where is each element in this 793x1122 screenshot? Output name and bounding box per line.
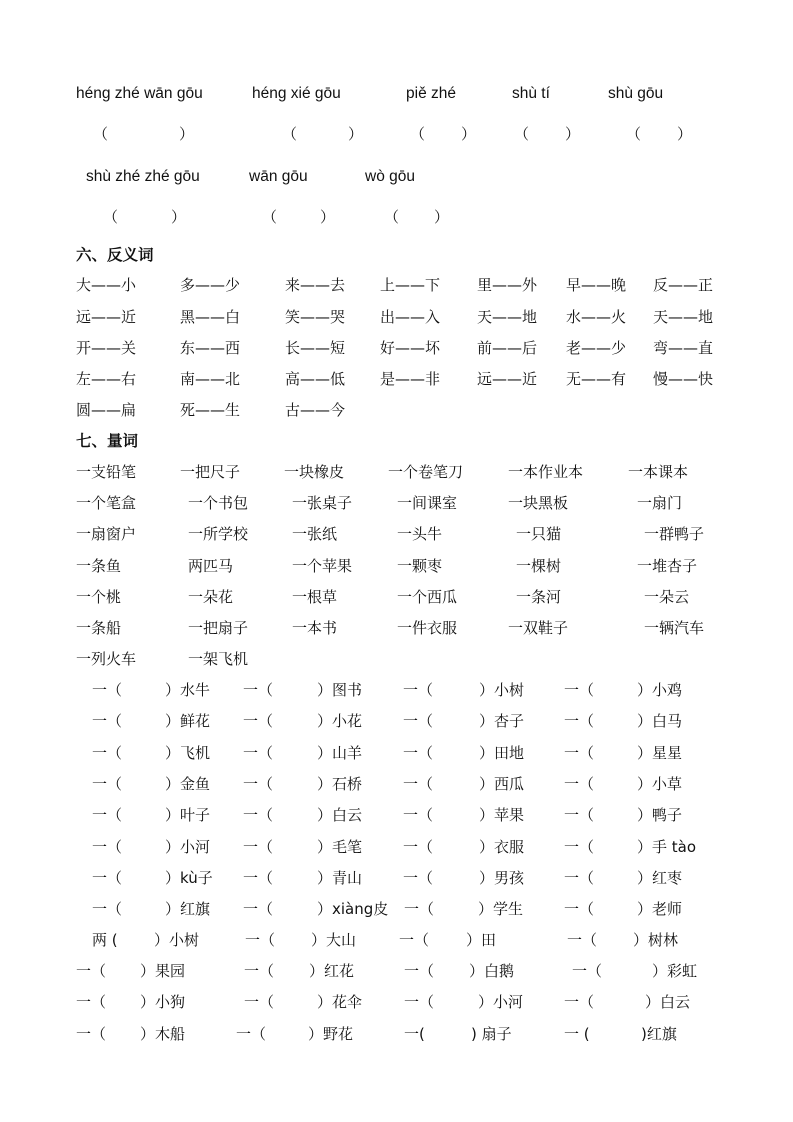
text-item: ）小花 xyxy=(317,712,363,730)
section-heading: 七、量词 xyxy=(76,432,139,450)
text-item: ）苹果 xyxy=(479,806,525,824)
text-item: 一 ( xyxy=(564,1025,590,1043)
text-item: ）小狗 xyxy=(140,993,186,1011)
text-item: 一间课室 xyxy=(397,494,458,512)
text-item: 一（ xyxy=(243,712,274,730)
text-item: 一（ xyxy=(403,838,434,856)
text-item: 一（ xyxy=(243,838,274,856)
text-item: 一个西瓜 xyxy=(397,588,458,606)
text-item: 一（ xyxy=(564,838,595,856)
text-item: （ xyxy=(514,125,530,143)
text-item: )红旗 xyxy=(641,1025,677,1043)
text-item: ）小鸡 xyxy=(637,681,683,699)
text-item: 一（ xyxy=(244,993,275,1011)
measure-row xyxy=(0,491,793,515)
stroke-pinyin: héng xié gōu xyxy=(252,85,341,102)
text-item: ）彩虹 xyxy=(652,962,698,980)
text-item: 天——地 xyxy=(477,308,538,326)
text-item: 大——小 xyxy=(76,276,137,294)
stroke-blank-row xyxy=(0,122,793,146)
text-item: 一（ xyxy=(572,962,603,980)
fill-blank-row xyxy=(0,678,793,702)
text-item: 一（ xyxy=(76,962,107,980)
fill-blank-row xyxy=(0,866,793,890)
text-item: 一（ xyxy=(243,681,274,699)
text-item: （ xyxy=(282,125,298,143)
text-item: ）老师 xyxy=(637,900,683,918)
text-item: （ xyxy=(626,125,642,143)
text-item: 一架飞机 xyxy=(188,650,249,668)
text-item: 一张纸 xyxy=(292,525,338,543)
text-item: 一（ xyxy=(404,962,435,980)
stroke-pinyin-row xyxy=(0,165,793,189)
text-item: ）图书 xyxy=(317,681,363,699)
text-item: 一（ xyxy=(243,775,274,793)
antonym-row xyxy=(0,305,793,329)
text-item: 一本课本 xyxy=(628,463,689,481)
text-item: 一（ xyxy=(243,869,274,887)
text-item: 一个书包 xyxy=(188,494,249,512)
measure-row xyxy=(0,647,793,671)
text-item: 一（ xyxy=(76,1025,107,1043)
text-item: 一（ xyxy=(403,712,434,730)
text-item: ）鸭子 xyxy=(637,806,683,824)
text-item: ）飞机 xyxy=(165,744,211,762)
text-item: 长——短 xyxy=(285,339,346,357)
text-item: 黑——白 xyxy=(180,308,241,326)
text-item: 一个笔盒 xyxy=(76,494,137,512)
text-item: ）小草 xyxy=(637,775,683,793)
text-item: 一（ xyxy=(92,900,123,918)
text-item: 多——少 xyxy=(180,276,241,294)
text-item: （ xyxy=(410,125,426,143)
text-item: ）杏子 xyxy=(479,712,525,730)
text-item: 一只猫 xyxy=(516,525,562,543)
text-item: ）红枣 xyxy=(637,869,683,887)
text-item: ） xyxy=(179,125,195,143)
text-item: 一支铅笔 xyxy=(76,463,137,481)
text-item: 一本作业本 xyxy=(508,463,584,481)
text-item: 一颗枣 xyxy=(397,557,443,575)
measure-row xyxy=(0,460,793,484)
text-item: 一（ xyxy=(403,806,434,824)
text-item: 一（ xyxy=(92,869,123,887)
antonym-row xyxy=(0,273,793,297)
stroke-pinyin: shù zhé zhé gōu xyxy=(86,168,200,185)
text-item: 早——晚 xyxy=(566,276,627,294)
text-item: 一堆杏子 xyxy=(637,557,698,575)
text-item: 一块橡皮 xyxy=(284,463,345,481)
text-item: 一个桃 xyxy=(76,588,122,606)
text-item: 一本书 xyxy=(292,619,338,637)
text-item: ）木船 xyxy=(140,1025,186,1043)
text-item: 一列火车 xyxy=(76,650,137,668)
text-item: ）学生 xyxy=(478,900,524,918)
text-item: 南——北 xyxy=(180,370,241,388)
text-item: ）田地 xyxy=(479,744,525,762)
text-item: 慢——快 xyxy=(653,370,714,388)
text-item: ）小河 xyxy=(478,993,524,1011)
fill-blank-row xyxy=(0,835,793,859)
text-item: 一（ xyxy=(92,838,123,856)
text-item: 一棵树 xyxy=(516,557,562,575)
text-item: ）花伞 xyxy=(317,993,363,1011)
text-item: 一（ xyxy=(92,775,123,793)
text-item: ）白鹅 xyxy=(469,962,515,980)
text-item: ）白云 xyxy=(645,993,691,1011)
text-item: 一（ xyxy=(92,744,123,762)
text-item: 圆——扁 xyxy=(76,401,137,419)
text-item: 一（ xyxy=(403,744,434,762)
text-item: 一朵花 xyxy=(188,588,234,606)
text-item: 一根草 xyxy=(292,588,338,606)
text-item: ）红旗 xyxy=(165,900,211,918)
stroke-pinyin: wò gōu xyxy=(365,168,415,185)
stroke-pinyin: wān gōu xyxy=(249,168,308,185)
text-item: ）毛笔 xyxy=(317,838,363,856)
text-item: 远——近 xyxy=(477,370,538,388)
text-item: 一（ xyxy=(403,775,434,793)
text-item: ）果园 xyxy=(140,962,186,980)
fill-blank-row xyxy=(0,741,793,765)
fill-blank-row xyxy=(0,709,793,733)
text-item: 一个卷笔刀 xyxy=(388,463,464,481)
text-item: 笑——哭 xyxy=(285,308,346,326)
text-item: 一张桌子 xyxy=(292,494,353,512)
text-item: ）星星 xyxy=(637,744,683,762)
fill-blank-row xyxy=(0,990,793,1014)
text-item: 一条鱼 xyxy=(76,557,122,575)
stroke-pinyin: piě zhé xyxy=(406,85,456,102)
text-item: 一（ xyxy=(564,993,595,1011)
text-item: ）小树 xyxy=(154,931,200,949)
text-item: 一（ xyxy=(564,744,595,762)
text-item: 东——西 xyxy=(180,339,241,357)
text-item: （ xyxy=(384,208,400,226)
antonym-row xyxy=(0,398,793,422)
text-item: ） xyxy=(565,125,581,143)
text-item: ）kù子 xyxy=(165,869,213,887)
text-item: 一（ xyxy=(92,806,123,824)
text-item: 一（ xyxy=(404,900,435,918)
text-item: 一（ xyxy=(564,900,595,918)
text-item: ） xyxy=(171,208,187,226)
fill-blank-row xyxy=(0,772,793,796)
text-item: 一条船 xyxy=(76,619,122,637)
text-item: 一（ xyxy=(403,869,434,887)
text-item: 上——下 xyxy=(380,276,441,294)
text-item: 一（ xyxy=(564,681,595,699)
section-heading: 六、反义词 xyxy=(76,246,154,264)
antonym-row xyxy=(0,336,793,360)
text-item: （ xyxy=(103,208,119,226)
text-item: 一条河 xyxy=(516,588,562,606)
text-item: 两匹马 xyxy=(188,557,234,575)
text-item: 两 ( xyxy=(92,931,118,949)
text-item: ）叶子 xyxy=(165,806,211,824)
text-item: 一把扇子 xyxy=(188,619,249,637)
text-item: ）金鱼 xyxy=(165,775,211,793)
text-item: 一( xyxy=(404,1025,425,1043)
text-item: ) 扇子 xyxy=(471,1025,512,1043)
stroke-blank-row xyxy=(0,205,793,229)
text-item: 死——生 xyxy=(180,401,241,419)
text-item: 好——坏 xyxy=(380,339,441,357)
text-item: 一（ xyxy=(244,962,275,980)
antonym-row xyxy=(0,367,793,391)
text-item: 一（ xyxy=(236,1025,267,1043)
text-item: 一朵云 xyxy=(644,588,690,606)
text-item: 是——非 xyxy=(380,370,441,388)
text-item: 一（ xyxy=(403,681,434,699)
text-item: 水——火 xyxy=(566,308,627,326)
text-item: 弯——直 xyxy=(653,339,714,357)
text-item: 一（ xyxy=(76,993,107,1011)
text-item: （ xyxy=(93,125,109,143)
text-item: 一（ xyxy=(564,869,595,887)
text-item: 远——近 xyxy=(76,308,137,326)
text-item: ）白马 xyxy=(637,712,683,730)
text-item: 一所学校 xyxy=(188,525,249,543)
text-item: ）衣服 xyxy=(479,838,525,856)
text-item: 一（ xyxy=(243,744,274,762)
text-item: ）石桥 xyxy=(317,775,363,793)
antonym-heading xyxy=(0,243,793,267)
text-item: 一群鸭子 xyxy=(644,525,705,543)
text-item: ） xyxy=(348,125,364,143)
text-item: 一（ xyxy=(92,681,123,699)
text-item: 一（ xyxy=(243,806,274,824)
text-item: 左——右 xyxy=(76,370,137,388)
fill-blank-row xyxy=(0,803,793,827)
text-item: ）大山 xyxy=(311,931,357,949)
text-item: ） xyxy=(461,125,477,143)
text-item: 一（ xyxy=(564,806,595,824)
measure-row xyxy=(0,616,793,640)
fill-blank-row xyxy=(0,928,793,952)
text-item: 一辆汽车 xyxy=(644,619,705,637)
text-item: 高——低 xyxy=(285,370,346,388)
text-item: 里——外 xyxy=(477,276,538,294)
text-item: ）田 xyxy=(466,931,497,949)
text-item: ）青山 xyxy=(317,869,363,887)
text-item: 一（ xyxy=(564,775,595,793)
text-item: 一（ xyxy=(243,900,274,918)
text-item: 一（ xyxy=(567,931,598,949)
text-item: ） xyxy=(434,208,450,226)
text-item: ）xiàng皮 xyxy=(317,900,389,918)
text-item: 一把尺子 xyxy=(180,463,241,481)
text-item: 无——有 xyxy=(566,370,627,388)
text-item: ）野花 xyxy=(308,1025,354,1043)
fill-blank-row xyxy=(0,959,793,983)
measure-row xyxy=(0,554,793,578)
text-item: 天——地 xyxy=(653,308,714,326)
text-item: ）鲜花 xyxy=(165,712,211,730)
text-item: ） xyxy=(677,125,693,143)
text-item: ）小河 xyxy=(165,838,211,856)
text-item: ）手 tào xyxy=(637,838,697,856)
text-item: 古——今 xyxy=(285,401,346,419)
measure-row xyxy=(0,522,793,546)
text-item: 老——少 xyxy=(566,339,627,357)
text-item: ）西瓜 xyxy=(479,775,525,793)
text-item: 一头牛 xyxy=(397,525,443,543)
text-item: ）红花 xyxy=(309,962,355,980)
text-item: 一（ xyxy=(245,931,276,949)
text-item: 开——关 xyxy=(76,339,137,357)
text-item: 一块黑板 xyxy=(508,494,569,512)
text-item: 一扇门 xyxy=(637,494,683,512)
stroke-pinyin: héng zhé wān gōu xyxy=(76,85,203,102)
text-item: 来——去 xyxy=(285,276,346,294)
text-item: 一扇窗户 xyxy=(76,525,137,543)
stroke-pinyin: shù tí xyxy=(512,85,550,102)
measure-row xyxy=(0,585,793,609)
text-item: 一（ xyxy=(92,712,123,730)
text-item: 一件衣服 xyxy=(397,619,458,637)
fill-blank-row xyxy=(0,897,793,921)
stroke-pinyin: shù gōu xyxy=(608,85,664,102)
text-item: （ xyxy=(262,208,278,226)
text-item: ） xyxy=(320,208,336,226)
text-item: ）男孩 xyxy=(479,869,525,887)
stroke-pinyin-row xyxy=(0,82,793,106)
text-item: ）树林 xyxy=(633,931,679,949)
text-item: 出——入 xyxy=(380,308,441,326)
text-item: ）小树 xyxy=(479,681,525,699)
text-item: 前——后 xyxy=(477,339,538,357)
text-item: 一（ xyxy=(564,712,595,730)
text-item: 一（ xyxy=(404,993,435,1011)
text-item: ）山羊 xyxy=(317,744,363,762)
measure-heading xyxy=(0,429,793,453)
fill-blank-row xyxy=(0,1022,793,1046)
text-item: 反——正 xyxy=(653,276,714,294)
text-item: ）水牛 xyxy=(165,681,211,699)
text-item: 一个苹果 xyxy=(292,557,353,575)
text-item: 一（ xyxy=(399,931,430,949)
text-item: ）白云 xyxy=(317,806,363,824)
text-item: 一双鞋子 xyxy=(508,619,569,637)
